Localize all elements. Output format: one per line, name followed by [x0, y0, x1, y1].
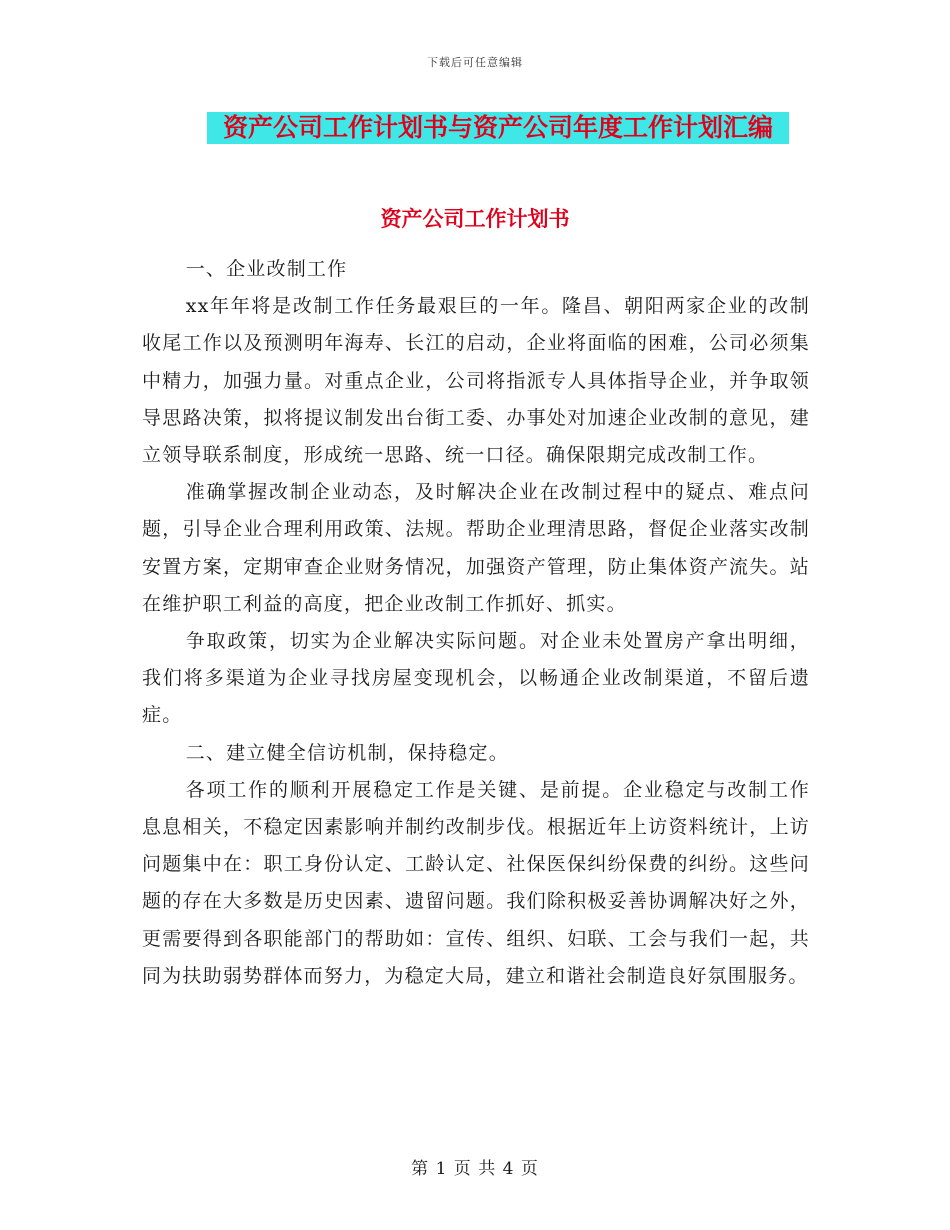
page-number-footer: 第 1 页 共 4 页	[411, 1159, 539, 1179]
body-paragraph: 各项工作的顺利开展稳定工作是关键、是前提。企业稳定与改制工作息息相关，不稳定因素影响并制约改制步伐。根据近年上访资料统计，上访问题集中在：职工身份认定、工龄认定、社保医保纠纷保费的纠纷。这些问题的存在大多数是历史因素、遗留问题。我们除积极妥善协调解决好之外，更需要得到各职能部门的帮助如：宣传、组织、妇联、工会与我们一起，共同为扶助弱势群体而努力，为稳定大局，建立和谐社会制造良好氛围服务。	[142, 778, 810, 987]
document-sub-title: 资产公司工作计划书	[380, 206, 570, 231]
body-paragraph: 准确掌握改制企业动态，及时解决企业在改制过程中的疑点、难点问题，引导企业合理利用政策、法规。帮助企业理清思路，督促企业落实改制安置方案，定期审查企业财务情况，加强资产管理，防止集体资产流失。站在维护职工利益的高度，把企业改制工作抓好、抓实。	[142, 481, 810, 615]
body-paragraph: 争取政策，切实为企业解决实际问题。对企业未处置房产拿出明细，我们将多渠道为企业寻找房屋变现机会，以畅通企业改制渠道，不留后遗症。	[142, 630, 810, 727]
section-heading-enterprise-reform: 一、企业改制工作	[185, 258, 348, 280]
body-paragraph: xx年年将是改制工作任务最艰巨的一年。隆昌、朝阳两家企业的改制收尾工作以及预测明年海寿、长江的启动，企业将面临的困难，公司必须集中精力，加强力量。对重点企业，公司将指派专人具体指导企业，并争取领导思路决策，拟将提议制发出台街工委、办事处对加速企业改制的意见，建立领导联系制度，形成统一思路、统一口径。确保限期完成改制工作。	[142, 295, 810, 467]
document-main-title: 资产公司工作计划书与资产公司年度工作计划汇编	[207, 112, 789, 144]
section-heading-petition-mechanism: 二、建立健全信访机制，保持稳定。	[185, 741, 509, 764]
document-body	[142, 251, 810, 995]
page-header-note: 下载后可任意编辑	[427, 56, 523, 69]
